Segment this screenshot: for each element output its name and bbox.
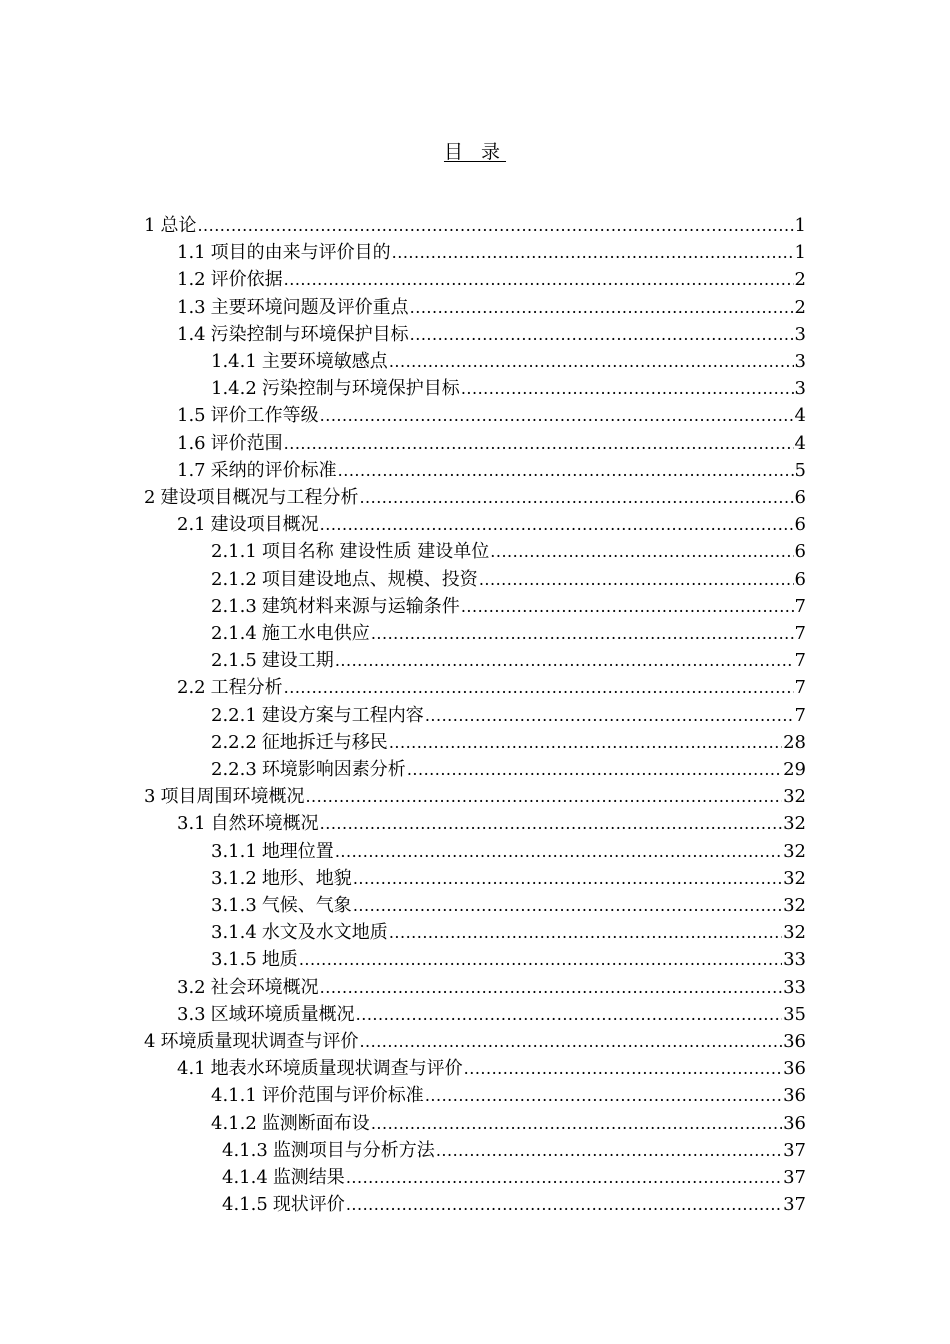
toc-entry[interactable] [222, 1191, 806, 1218]
toc-entry[interactable] [211, 647, 806, 674]
toc-entry-number: 2.1.1 [211, 541, 257, 562]
toc-dot-leader [284, 266, 794, 293]
toc-entry-number: 4.1.5 [222, 1194, 268, 1215]
toc-entry-page-number: 3 [794, 324, 806, 345]
toc-entry-number: 3.2 [177, 977, 206, 998]
toc-entry-page-number: 7 [794, 650, 806, 671]
toc-entry[interactable] [211, 838, 806, 865]
toc-entry-page-number: 6 [794, 541, 806, 562]
toc-dot-leader [338, 457, 794, 484]
toc-dot-leader [305, 783, 782, 810]
toc-entry-title: 监测结果 [272, 1167, 345, 1188]
toc-entry[interactable] [177, 674, 806, 701]
toc-entry-page-number: 4 [794, 433, 806, 454]
toc-entry[interactable] [211, 756, 806, 783]
toc-dot-leader [320, 511, 794, 538]
toc-entry-title: 评价范围与评价标准 [261, 1085, 424, 1106]
toc-entry[interactable] [177, 402, 806, 429]
toc-entry[interactable] [177, 1001, 806, 1028]
toc-entry-title: 评价工作等级 [210, 405, 319, 426]
toc-entry-page-number: 32 [783, 895, 806, 916]
toc-entry-title: 地质 [261, 949, 298, 970]
toc-dot-leader [407, 756, 782, 783]
toc-entry-page-number: 2 [794, 269, 806, 290]
toc-entry-title: 现状评价 [272, 1194, 345, 1215]
toc-entry-title: 建设项目概况 [210, 514, 319, 535]
toc-entry-number: 4.1.1 [211, 1085, 257, 1106]
toc-entry-title: 项目名称 建设性质 建设单位 [261, 541, 490, 562]
toc-entry-page-number: 6 [794, 514, 806, 535]
toc-entry-number: 2.1.2 [211, 569, 257, 590]
toc-entry-number: 3 [144, 786, 156, 807]
toc-entry[interactable] [222, 1164, 806, 1191]
toc-entry-title: 工程分析 [210, 677, 283, 698]
toc-entry-number: 3.1.1 [211, 841, 257, 862]
toc-entry-title: 建设工期 [261, 650, 334, 671]
toc-entry-title: 社会环境概况 [210, 977, 319, 998]
toc-entry[interactable] [144, 783, 806, 810]
toc-entry-number: 1.4.2 [211, 378, 257, 399]
toc-entry[interactable] [144, 484, 806, 511]
toc-entry[interactable] [211, 865, 806, 892]
toc-dot-leader [464, 1055, 782, 1082]
toc-entry[interactable] [177, 321, 806, 348]
toc-entry-title: 建筑材料来源与运输条件 [261, 596, 460, 617]
toc-entry-number: 1.1 [177, 242, 206, 263]
toc-dot-leader [389, 919, 782, 946]
toc-entry[interactable] [177, 430, 806, 457]
toc-dot-leader [425, 1082, 782, 1109]
toc-entry-page-number: 36 [783, 1085, 806, 1106]
toc-entry-page-number: 6 [794, 569, 806, 590]
toc-dot-leader [389, 348, 794, 375]
toc-entry-number: 4.1.4 [222, 1167, 268, 1188]
toc-entry-number: 1.4 [177, 324, 206, 345]
toc-entry-page-number: 32 [783, 813, 806, 834]
toc-entry-title: 环境影响因素分析 [261, 759, 406, 780]
toc-dot-leader [320, 402, 794, 429]
toc-entry-page-number: 3 [794, 351, 806, 372]
toc-entry-number: 1.5 [177, 405, 206, 426]
toc-entry-title: 污染控制与环境保护目标 [210, 324, 409, 345]
toc-entry-number: 4.1.2 [211, 1113, 257, 1134]
toc-entry-title: 气候、气象 [261, 895, 352, 916]
toc-dot-leader [335, 838, 782, 865]
toc-dot-leader [410, 321, 794, 348]
toc-entry-page-number: 1 [794, 215, 806, 236]
toc-entry-page-number: 7 [794, 623, 806, 644]
toc-entry-page-number: 33 [783, 949, 806, 970]
toc-entry-page-number: 35 [783, 1004, 806, 1025]
toc-dot-leader [461, 375, 794, 402]
toc-entry-title: 监测项目与分析方法 [272, 1140, 435, 1161]
toc-entry[interactable] [144, 1028, 806, 1055]
toc-entry[interactable] [211, 375, 806, 402]
toc-entry-title: 施工水电供应 [261, 623, 370, 644]
toc-entry-number: 2 [144, 487, 156, 508]
toc-entry[interactable] [211, 620, 806, 647]
toc-dot-leader [299, 946, 782, 973]
toc-entry-page-number: 32 [783, 922, 806, 943]
toc-entry[interactable] [177, 266, 806, 293]
toc-entry-page-number: 29 [783, 759, 806, 780]
toc-entry[interactable] [222, 1137, 806, 1164]
toc-entry-title: 自然环境概况 [210, 813, 319, 834]
toc-dot-leader [359, 484, 793, 511]
toc-dot-leader [359, 1028, 782, 1055]
toc-entry-title: 项目的由来与评价目的 [210, 242, 391, 263]
toc-dot-leader [335, 647, 794, 674]
toc-dot-leader [353, 892, 782, 919]
toc-dot-leader [320, 810, 782, 837]
toc-entry-number: 4.1.3 [222, 1140, 268, 1161]
toc-entry-number: 2.1.5 [211, 650, 257, 671]
toc-entry[interactable] [177, 810, 806, 837]
toc-entry-title: 地形、地貌 [261, 868, 352, 889]
toc-entry-title: 采纳的评价标准 [210, 460, 337, 481]
toc-entry-title: 评价依据 [210, 269, 283, 290]
toc-entry-number: 2.2.3 [211, 759, 257, 780]
toc-entry-number: 1.2 [177, 269, 206, 290]
toc-dot-leader [392, 239, 794, 266]
toc-entry-title: 主要环境问题及评价重点 [210, 297, 409, 318]
toc-entry-page-number: 5 [794, 460, 806, 481]
toc-dot-leader [284, 430, 794, 457]
toc-entry[interactable] [177, 511, 806, 538]
toc-entry[interactable] [211, 729, 806, 756]
toc-entry-number: 3.1 [177, 813, 206, 834]
toc-entry[interactable] [177, 974, 806, 1001]
toc-entry-number: 4 [144, 1031, 156, 1052]
toc-entry-number: 2.2.1 [211, 705, 257, 726]
toc-dot-leader [410, 294, 794, 321]
toc-entry-page-number: 28 [783, 732, 806, 753]
toc-entry-number: 1.6 [177, 433, 206, 454]
toc-entry-title: 污染控制与环境保护目标 [261, 378, 460, 399]
toc-entry-page-number: 7 [794, 705, 806, 726]
toc-entry-page-number: 2 [794, 297, 806, 318]
toc-entry[interactable] [211, 919, 806, 946]
toc-entry-title: 总论 [160, 215, 197, 236]
toc-entry-number: 2.1 [177, 514, 206, 535]
toc-entry-title: 主要环境敏感点 [261, 351, 388, 372]
toc-entry-title: 评价范围 [210, 433, 283, 454]
toc-entry-title: 征地拆迁与移民 [261, 732, 388, 753]
toc-entry-page-number: 7 [794, 677, 806, 698]
toc-entry-page-number: 36 [783, 1113, 806, 1134]
toc-entry-number: 2.1.4 [211, 623, 257, 644]
toc-dot-leader [461, 593, 794, 620]
toc-entry-number: 2.2.2 [211, 732, 257, 753]
toc-dot-leader [346, 1191, 782, 1218]
toc-entry-number: 3.1.2 [211, 868, 257, 889]
toc-entry-page-number: 6 [794, 487, 806, 508]
toc-entry-page-number: 36 [783, 1031, 806, 1052]
toc-entry-number: 4.1 [177, 1058, 206, 1079]
toc-entry-title: 项目建设地点、规模、投资 [261, 569, 478, 590]
toc-entry[interactable] [177, 1055, 806, 1082]
toc-dot-leader [371, 1110, 782, 1137]
toc-entry-number: 3.3 [177, 1004, 206, 1025]
toc-dot-leader [353, 865, 782, 892]
toc-entry-number: 3.1.5 [211, 949, 257, 970]
toc-entry-page-number: 4 [794, 405, 806, 426]
toc-entry[interactable] [211, 593, 806, 620]
toc-dot-leader [389, 729, 782, 756]
toc-entry-title: 水文及水文地质 [261, 922, 388, 943]
toc-entry-page-number: 32 [783, 868, 806, 889]
toc-entry-title: 项目周围环境概况 [160, 786, 305, 807]
toc-entry[interactable] [211, 348, 806, 375]
toc-entry-number: 1.3 [177, 297, 206, 318]
toc-entry-page-number: 32 [783, 786, 806, 807]
toc-dot-leader [356, 1001, 782, 1028]
toc-entry-number: 1.4.1 [211, 351, 257, 372]
toc-entry-title: 地理位置 [261, 841, 334, 862]
toc-dot-leader [425, 702, 794, 729]
toc-entry-page-number: 1 [794, 242, 806, 263]
toc-entry-title: 监测断面布设 [261, 1113, 370, 1134]
toc-entry-number: 3.1.3 [211, 895, 257, 916]
toc-entry-page-number: 37 [783, 1167, 806, 1188]
toc-dot-leader [197, 212, 793, 239]
toc-entry[interactable] [177, 294, 806, 321]
toc-entry[interactable] [177, 457, 806, 484]
toc-entry[interactable] [144, 212, 806, 239]
toc-entry-page-number: 36 [783, 1058, 806, 1079]
toc-dot-leader [371, 620, 794, 647]
toc-entry[interactable] [211, 566, 806, 593]
toc-entry[interactable] [211, 946, 806, 973]
toc-entry[interactable] [211, 1110, 806, 1137]
toc-title: 目 录 [443, 141, 507, 163]
toc-entry[interactable] [177, 239, 806, 266]
toc-entry[interactable] [211, 538, 806, 565]
toc-entry-title: 地表水环境质量现状调查与评价 [210, 1058, 463, 1079]
toc-entry[interactable] [211, 892, 806, 919]
toc-entry-title: 环境质量现状调查与评价 [160, 1031, 359, 1052]
toc-entry-number: 2.1.3 [211, 596, 257, 617]
toc-entry-page-number: 32 [783, 841, 806, 862]
toc-dot-leader [479, 566, 794, 593]
toc-entry-page-number: 33 [783, 977, 806, 998]
toc-entry-page-number: 3 [794, 378, 806, 399]
toc-entry[interactable] [211, 702, 806, 729]
toc-entry-title: 建设项目概况与工程分析 [160, 487, 359, 508]
toc-dot-leader [436, 1137, 782, 1164]
toc-entry-number: 2.2 [177, 677, 206, 698]
toc-entry-number: 1 [144, 215, 156, 236]
toc-entry-number: 3.1.4 [211, 922, 257, 943]
toc-entry-title: 建设方案与工程内容 [261, 705, 424, 726]
toc-dot-leader [346, 1164, 782, 1191]
toc-entry-title: 区域环境质量概况 [210, 1004, 355, 1025]
toc-entry-page-number: 37 [783, 1140, 806, 1161]
toc-entry[interactable] [211, 1082, 806, 1109]
toc-dot-leader [284, 674, 794, 701]
toc-entry-page-number: 7 [794, 596, 806, 617]
toc-entry-page-number: 37 [783, 1194, 806, 1215]
toc-dot-leader [490, 538, 793, 565]
toc-dot-leader [320, 974, 782, 1001]
toc-entry-number: 1.7 [177, 460, 206, 481]
